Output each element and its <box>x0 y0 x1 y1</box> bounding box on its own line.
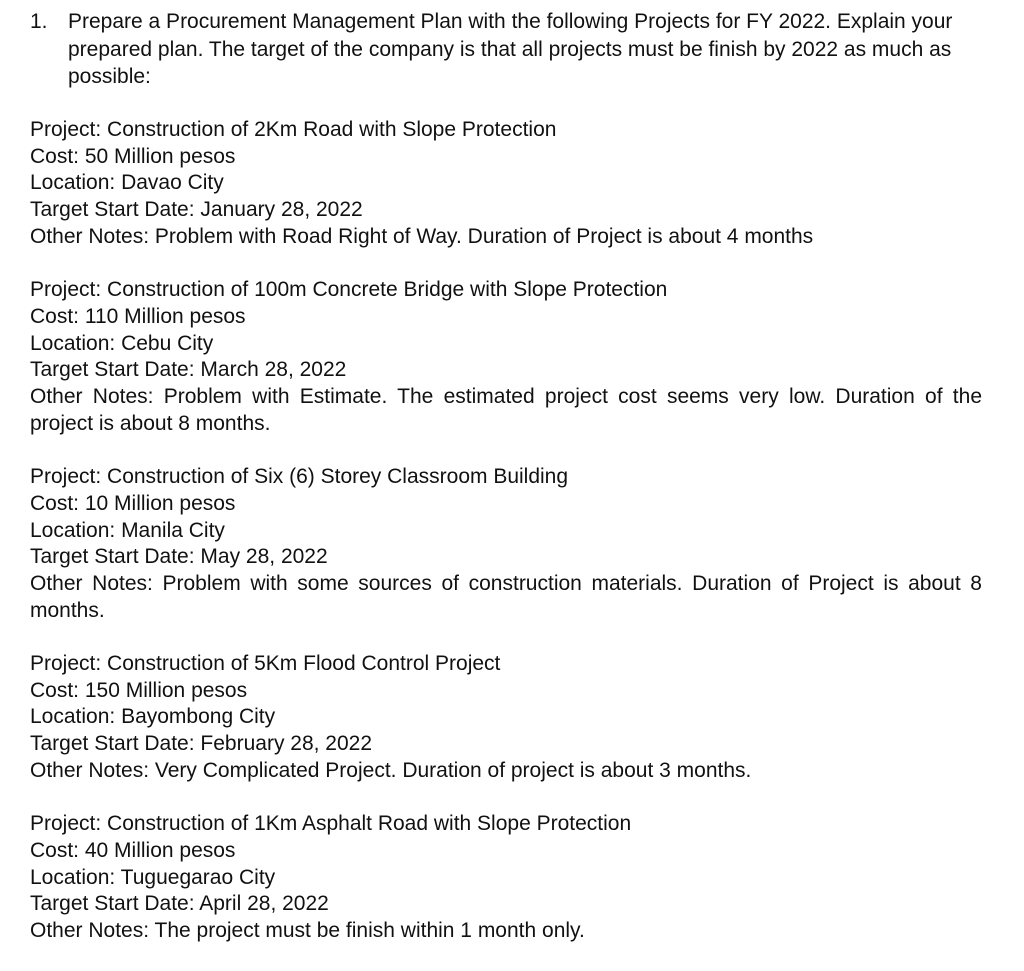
project-location: Location: Cebu City <box>30 331 214 355</box>
project-block-manila <box>30 464 982 624</box>
project-start-date: Target Start Date: May 28, 2022 <box>30 545 328 569</box>
project-cost: Cost: 10 Million pesos <box>30 491 236 515</box>
project-block-davao <box>30 117 982 251</box>
project-title: Project: Construction of 2Km Road with Slope Protection <box>30 118 557 141</box>
project-start-date: Target Start Date: April 28, 2022 <box>30 892 329 916</box>
project-title: Project: Construction of 100m Concrete Bridge with Slope Protection <box>30 278 668 302</box>
project-block-cebu <box>30 277 982 437</box>
project-start-date: Target Start Date: March 28, 2022 <box>30 358 347 382</box>
project-cost: Cost: 150 Million pesos <box>30 678 248 702</box>
project-notes: Other Notes: Very Complicated Project. Duration of project is about 3 months. <box>30 758 752 782</box>
project-start-date: Target Start Date: January 28, 2022 <box>30 198 363 222</box>
project-notes: Other Notes: Problem with Road Right of Way. Duration of Project is about 4 months <box>30 224 814 248</box>
project-notes: Other Notes: Problem with Estimate. The estimated project cost seems very low. Duration of the project is about 8 months. <box>30 385 982 435</box>
project-start-date: Target Start Date: February 28, 2022 <box>30 732 373 756</box>
question-number: 1. <box>30 10 48 33</box>
project-block-bayombong <box>30 651 982 785</box>
project-block-tuguegarao <box>30 811 982 945</box>
project-title: Project: Construction of 5Km Flood Control Project <box>30 652 501 676</box>
project-location: Location: Davao City <box>30 171 224 195</box>
project-cost: Cost: 50 Million pesos <box>30 144 236 168</box>
project-cost: Cost: 40 Million pesos <box>30 838 236 862</box>
question-text: Prepare a Procurement Management Plan with the following Projects for FY 2022. Explain your prepared plan. The target of the company is that all projects must be finish by 2022 as much as possible: <box>68 10 953 88</box>
project-title: Project: Construction of 1Km Asphalt Road with Slope Protection <box>30 812 632 836</box>
question-item <box>30 8 982 91</box>
project-list <box>30 117 982 971</box>
project-notes: Other Notes: Problem with some sources of construction materials. Duration of Project is about 8 months. <box>30 571 982 622</box>
project-notes: Other Notes: The project must be finish within 1 month only. <box>30 919 585 943</box>
project-title: Project: Construction of Six (6) Storey Classroom Building <box>30 465 569 489</box>
project-cost: Cost: 110 Million pesos <box>30 304 246 328</box>
project-location: Location: Manila City <box>30 518 225 542</box>
project-location: Location: Bayombong City <box>30 705 276 729</box>
project-location: Location: Tuguegarao City <box>30 865 276 889</box>
